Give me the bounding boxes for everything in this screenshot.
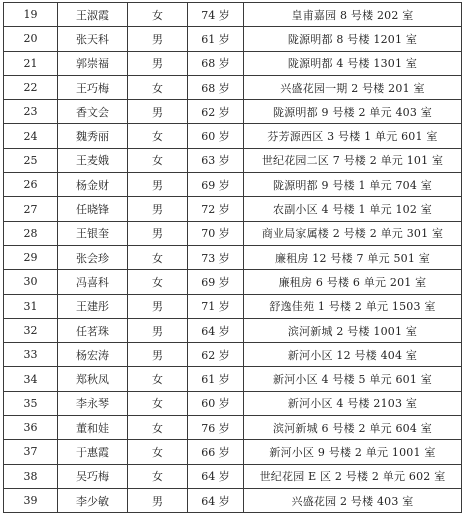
resident-address: 世纪花园 E 区 2 号楼 2 单元 602 室 (244, 464, 462, 488)
resident-age: 61 岁 (188, 367, 244, 391)
table-row (4, 148, 462, 172)
resident-address: 滨河新城 2 号楼 1001 室 (244, 318, 462, 342)
table-row (4, 343, 462, 367)
resident-gender: 男 (128, 51, 188, 75)
resident-age: 76 岁 (188, 416, 244, 440)
resident-name: 郭崇福 (58, 51, 128, 75)
resident-gender: 女 (128, 148, 188, 172)
resident-address: 廉租房 12 号楼 7 单元 501 室 (244, 245, 462, 269)
resident-address: 陇源明都 9 号楼 1 单元 704 室 (244, 173, 462, 197)
resident-address: 皇甫嘉园 8 号楼 202 室 (244, 3, 462, 27)
table-row (4, 391, 462, 415)
resident-gender: 男 (128, 221, 188, 245)
table-row (4, 245, 462, 269)
resident-name: 王建彤 (58, 294, 128, 318)
resident-name: 董和娃 (58, 416, 128, 440)
row-number: 35 (4, 391, 58, 415)
resident-gender: 女 (128, 416, 188, 440)
resident-gender: 男 (128, 27, 188, 51)
row-number: 25 (4, 148, 58, 172)
resident-address: 新河小区 9 号楼 2 单元 1001 室 (244, 440, 462, 464)
resident-gender: 女 (128, 440, 188, 464)
resident-gender: 男 (128, 197, 188, 221)
resident-name: 魏秀丽 (58, 124, 128, 148)
table-row (4, 124, 462, 148)
resident-address: 芬芳源西区 3 号楼 1 单元 601 室 (244, 124, 462, 148)
row-number: 28 (4, 221, 58, 245)
resident-gender: 男 (128, 294, 188, 318)
resident-address: 滨河新城 6 号楼 2 单元 604 室 (244, 416, 462, 440)
table-row (4, 488, 462, 512)
resident-gender: 男 (128, 100, 188, 124)
resident-age: 69 岁 (188, 173, 244, 197)
table-row (4, 3, 462, 27)
resident-name: 李少敏 (58, 488, 128, 512)
row-number: 24 (4, 124, 58, 148)
table-row (4, 75, 462, 99)
row-number: 19 (4, 3, 58, 27)
resident-age: 74 岁 (188, 3, 244, 27)
table-row (4, 27, 462, 51)
resident-age: 64 岁 (188, 488, 244, 512)
resident-gender: 女 (128, 245, 188, 269)
resident-name: 王巧梅 (58, 75, 128, 99)
row-number: 36 (4, 416, 58, 440)
resident-gender: 男 (128, 343, 188, 367)
resident-address: 陇源明都 9 号楼 2 单元 403 室 (244, 100, 462, 124)
resident-age: 63 岁 (188, 148, 244, 172)
resident-age: 62 岁 (188, 100, 244, 124)
resident-age: 64 岁 (188, 318, 244, 342)
row-number: 29 (4, 245, 58, 269)
table-row (4, 440, 462, 464)
row-number: 30 (4, 270, 58, 294)
row-number: 20 (4, 27, 58, 51)
resident-age: 66 岁 (188, 440, 244, 464)
row-number: 22 (4, 75, 58, 99)
resident-gender: 女 (128, 391, 188, 415)
row-number: 23 (4, 100, 58, 124)
table-row (4, 100, 462, 124)
row-number: 38 (4, 464, 58, 488)
resident-address: 陇源明都 4 号楼 1301 室 (244, 51, 462, 75)
resident-address: 廉租房 6 号楼 6 单元 201 室 (244, 270, 462, 294)
resident-gender: 男 (128, 318, 188, 342)
row-number: 21 (4, 51, 58, 75)
row-number: 27 (4, 197, 58, 221)
resident-name: 任茗珠 (58, 318, 128, 342)
resident-name: 任晓锋 (58, 197, 128, 221)
resident-address: 世纪花园二区 7 号楼 2 单元 101 室 (244, 148, 462, 172)
resident-address: 兴盛花园 2 号楼 403 室 (244, 488, 462, 512)
row-number: 34 (4, 367, 58, 391)
resident-address: 新河小区 12 号楼 404 室 (244, 343, 462, 367)
resident-name: 于惠霞 (58, 440, 128, 464)
resident-address: 新河小区 4 号楼 2103 室 (244, 391, 462, 415)
resident-gender: 女 (128, 270, 188, 294)
table-row (4, 464, 462, 488)
resident-address: 农副小区 4 号楼 1 单元 102 室 (244, 197, 462, 221)
resident-gender: 男 (128, 488, 188, 512)
table-row (4, 270, 462, 294)
resident-age: 62 岁 (188, 343, 244, 367)
table-row (4, 173, 462, 197)
table-row (4, 367, 462, 391)
resident-name: 杨宏涛 (58, 343, 128, 367)
resident-name: 王麦娥 (58, 148, 128, 172)
table-row (4, 416, 462, 440)
resident-age: 64 岁 (188, 464, 244, 488)
resident-age: 68 岁 (188, 51, 244, 75)
resident-name: 冯喜科 (58, 270, 128, 294)
resident-table (3, 2, 462, 513)
resident-age: 72 岁 (188, 197, 244, 221)
resident-age: 69 岁 (188, 270, 244, 294)
table-row (4, 51, 462, 75)
resident-age: 61 岁 (188, 27, 244, 51)
row-number: 37 (4, 440, 58, 464)
resident-age: 70 岁 (188, 221, 244, 245)
resident-address: 商业局家属楼 2 号楼 2 单元 301 室 (244, 221, 462, 245)
resident-name: 香文会 (58, 100, 128, 124)
resident-gender: 女 (128, 3, 188, 27)
resident-name: 王淑霞 (58, 3, 128, 27)
row-number: 39 (4, 488, 58, 512)
resident-name: 李永琴 (58, 391, 128, 415)
resident-age: 73 岁 (188, 245, 244, 269)
row-number: 26 (4, 173, 58, 197)
resident-age: 60 岁 (188, 391, 244, 415)
table-row (4, 221, 462, 245)
row-number: 32 (4, 318, 58, 342)
resident-age: 60 岁 (188, 124, 244, 148)
resident-name: 郑秋凤 (58, 367, 128, 391)
resident-address: 舒逸佳苑 1 号楼 2 单元 1503 室 (244, 294, 462, 318)
resident-age: 71 岁 (188, 294, 244, 318)
resident-gender: 男 (128, 173, 188, 197)
table-row (4, 294, 462, 318)
resident-gender: 女 (128, 464, 188, 488)
resident-address: 新河小区 4 号楼 5 单元 601 室 (244, 367, 462, 391)
resident-name: 王银奎 (58, 221, 128, 245)
resident-address: 兴盛花园一期 2 号楼 201 室 (244, 75, 462, 99)
row-number: 31 (4, 294, 58, 318)
resident-gender: 女 (128, 75, 188, 99)
table-row (4, 197, 462, 221)
row-number: 33 (4, 343, 58, 367)
resident-name: 张会珍 (58, 245, 128, 269)
resident-gender: 女 (128, 367, 188, 391)
resident-gender: 女 (128, 124, 188, 148)
table-row (4, 318, 462, 342)
resident-age: 68 岁 (188, 75, 244, 99)
resident-name: 张天科 (58, 27, 128, 51)
resident-address: 陇源明都 8 号楼 1201 室 (244, 27, 462, 51)
resident-name: 杨金财 (58, 173, 128, 197)
resident-name: 吴巧梅 (58, 464, 128, 488)
resident-table-body (4, 3, 462, 513)
